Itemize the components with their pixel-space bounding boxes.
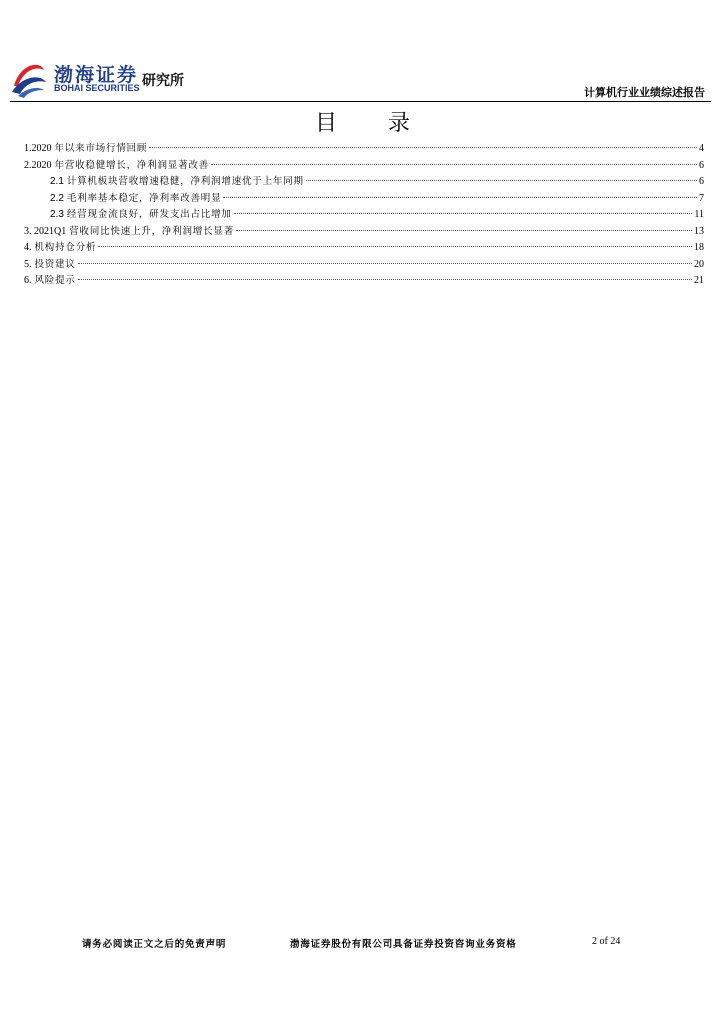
toc-entry[interactable] xyxy=(24,157,704,174)
toc-entry-title: 毛利率基本稳定，净利率改善明显 xyxy=(66,192,222,204)
toc-dot-leader xyxy=(211,164,697,165)
toc-entry-number: 3. 2021Q1 xyxy=(24,225,67,237)
toc-subentry[interactable] xyxy=(24,190,704,207)
toc-entry-number: 2.2020 xyxy=(24,159,52,171)
toc-entry-title: 年以来市场行情回顾 xyxy=(54,143,148,154)
toc-entry-page: 11 xyxy=(694,209,704,220)
toc-entry-page: 6 xyxy=(699,176,704,187)
toc-dot-leader xyxy=(98,246,692,247)
toc-entry-number: 5. xyxy=(24,258,32,270)
logo-chinese-name: 渤海证券 xyxy=(54,64,139,86)
toc-subentry[interactable] xyxy=(24,173,704,190)
logo-english-name: BOHAI SECURITIES xyxy=(54,83,140,93)
company-logo xyxy=(10,58,200,98)
toc-dot-leader xyxy=(234,213,693,214)
toc-entry-page: 7 xyxy=(699,192,704,204)
toc-dot-leader xyxy=(78,279,692,280)
institute-name: 研究所 xyxy=(142,73,184,89)
toc-entry-title: 投资建议 xyxy=(34,258,76,270)
toc-entry-title: 机构持仓分析 xyxy=(34,242,97,253)
toc-entry[interactable] xyxy=(24,140,704,157)
toc-entry-number: 4. xyxy=(24,242,32,253)
toc-entry-number: 2.1 xyxy=(50,176,64,187)
page-footer xyxy=(0,936,725,950)
footer-disclaimer: 请务必阅读正文之后的免责声明 xyxy=(82,939,227,950)
toc-entry-title: 风险提示 xyxy=(34,275,76,286)
footer-qualification: 渤海证券股份有限公司具备证券投资咨询业务资格 xyxy=(290,939,517,950)
toc-entry-page: 13 xyxy=(694,225,704,237)
toc-entry[interactable] xyxy=(24,239,704,256)
header-divider xyxy=(10,101,711,102)
toc-entry-number: 2.2 xyxy=(50,192,64,204)
toc-entry-title: 计算机板块营收增速稳健，净利润增速优于上年同期 xyxy=(66,176,304,187)
toc-entry[interactable] xyxy=(24,256,704,273)
toc-dot-leader xyxy=(78,263,692,264)
toc-heading: 目 录 xyxy=(315,111,432,136)
toc-entry-title: 经营现金流良好，研发支出占比增加 xyxy=(66,209,232,220)
toc-entry-page: 6 xyxy=(699,159,704,171)
footer-page-number: 2 of 24 xyxy=(592,936,621,947)
bohai-logo-icon xyxy=(10,58,50,98)
toc-dot-leader xyxy=(149,147,697,148)
report-title: 计算机行业业绩综述报告 xyxy=(584,86,705,99)
toc-entry-title: 年营收稳健增长，净利润显著改善 xyxy=(54,159,210,171)
toc-subentry[interactable] xyxy=(24,206,704,223)
toc-entry-number: 1.2020 xyxy=(24,143,52,154)
toc-entry-number: 2.3 xyxy=(50,209,64,220)
toc-entry-number: 6. xyxy=(24,275,32,286)
toc-entry-page: 18 xyxy=(694,242,704,253)
toc-entry-page: 4 xyxy=(699,143,704,154)
toc-entry[interactable] xyxy=(24,223,704,240)
toc-dot-leader xyxy=(306,180,697,181)
toc-entry-page: 21 xyxy=(694,275,704,286)
toc-entry-page: 20 xyxy=(694,258,704,270)
table-of-contents xyxy=(24,140,704,289)
toc-entry[interactable] xyxy=(24,272,704,289)
toc-dot-leader xyxy=(236,230,692,231)
toc-dot-leader xyxy=(223,197,697,198)
toc-entry-title: 营收同比快速上升，净利润增长显著 xyxy=(69,225,235,237)
